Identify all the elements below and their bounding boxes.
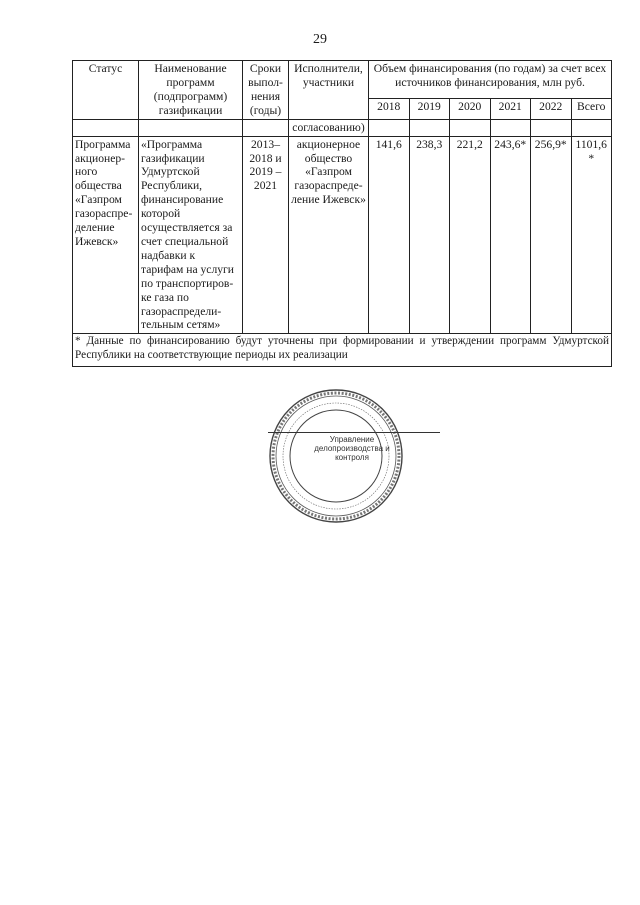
signature-line — [268, 432, 440, 433]
header-year: 2018 — [369, 98, 410, 119]
row-value-2022: 256,9* — [531, 136, 572, 334]
page-number: 29 — [313, 32, 327, 47]
financing-table — [72, 60, 612, 367]
row-value-2018: 141,6 — [369, 136, 410, 334]
header-status: Статус — [73, 61, 139, 120]
header-executors: Исполнители, участники — [289, 61, 369, 120]
header-name: Наименование программ (подпрограмм) газификации — [139, 61, 243, 120]
header-funding: Объем финансирования (по годам) за счет всех источников финансирования, млн руб. — [369, 61, 612, 99]
header-year: 2019 — [409, 98, 450, 119]
header-term: Сроки выпол- нения (годы) — [243, 61, 289, 120]
row-value-total: 1101,6 * — [571, 136, 612, 334]
row-name: «Программа газификации Удмуртской Республики, финансирование которой осуществляется за счет специальной надбавки к тарифам на услуги по транспортиров- ке газа по газораспредели- тельным сетям» — [139, 136, 243, 334]
row-value-2019: 238,3 — [409, 136, 450, 334]
row-executor: акционерное общество «Газпром газораспреде- ление Ижевск» — [289, 136, 369, 334]
header-year: 2022 — [531, 98, 572, 119]
row-status: Программа акционер- ного общества «Газпром газораспре- деление Ижевск» — [73, 136, 139, 334]
continuation-text: согласованию) — [289, 119, 369, 136]
footnote-row — [73, 334, 612, 367]
stamp-text: Управление делопроизводства и контроля — [314, 435, 390, 463]
continuation-row — [73, 119, 612, 136]
header-row — [73, 61, 612, 99]
footnote: * Данные по финансированию будут уточнены при формировании и утверждении программ Удмуртской Республики на соответствующие периоды их реализации — [73, 334, 612, 367]
header-year: 2021 — [490, 98, 531, 119]
row-term: 2013– 2018 и 2019 – 2021 — [243, 136, 289, 334]
row-value-2021: 243,6* — [490, 136, 531, 334]
row-value-2020: 221,2 — [450, 136, 491, 334]
header-total: Всего — [571, 98, 612, 119]
header-year: 2020 — [450, 98, 491, 119]
table-row — [73, 136, 612, 334]
